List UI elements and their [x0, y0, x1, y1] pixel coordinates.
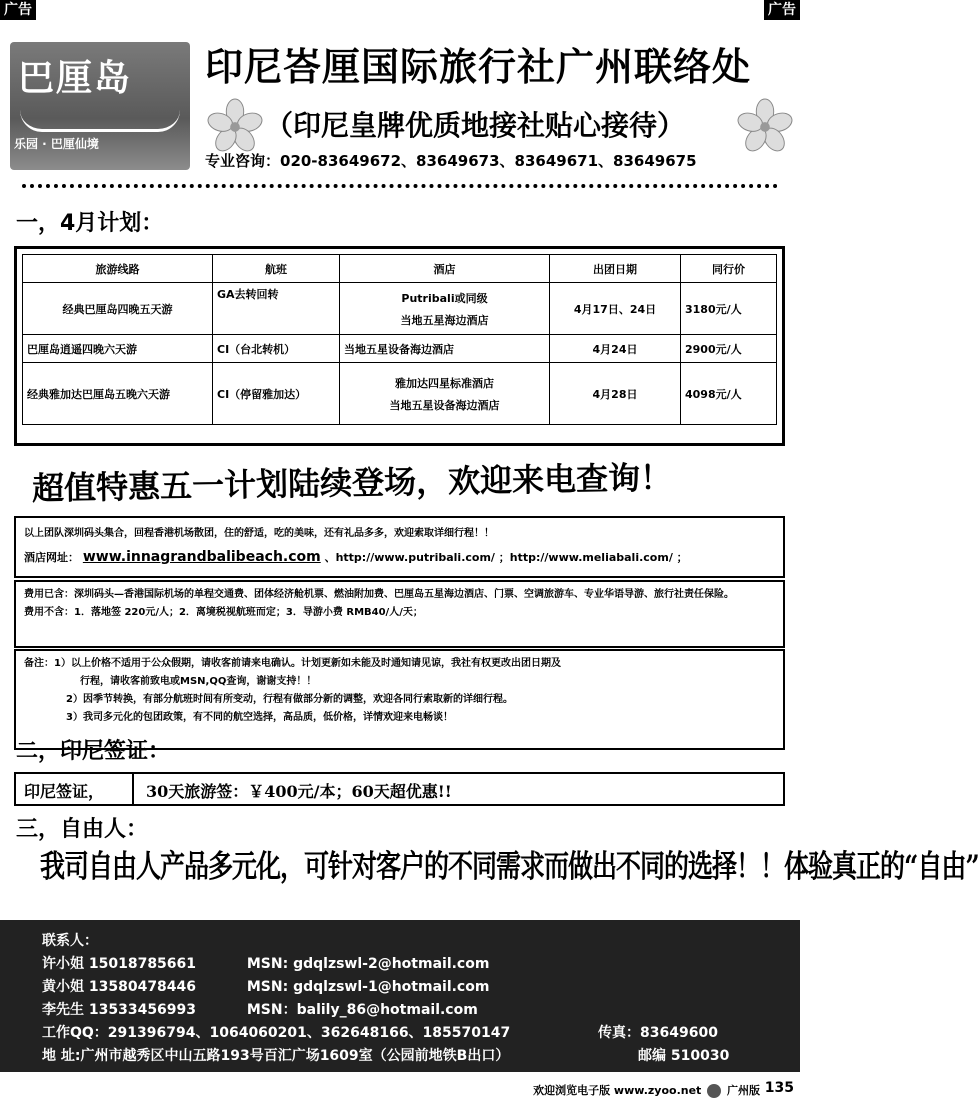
- date-cell: 4月17日、24日: [550, 283, 681, 335]
- contact-qq: 工作QQ：291396794、1064060201、362648166、185570147: [42, 1025, 511, 1041]
- footer-site: 欢迎浏览电子版 www.zyoo.net: [533, 1084, 702, 1097]
- hotel-cell: 当地五星设备海边酒店: [340, 335, 550, 363]
- date-cell: 4月28日: [550, 363, 681, 425]
- logo-text: 巴厘岛: [18, 57, 133, 99]
- page-footer: [0, 1074, 800, 1100]
- contact-msn: MSN: gdqlzswl-2@hotmail.com: [246, 956, 490, 972]
- price-cell: 2900元/人: [681, 335, 777, 363]
- contact-name: 李先生 13533456993: [42, 1002, 197, 1018]
- hotel-cell: [340, 283, 550, 335]
- itinerary-info-box: [14, 516, 785, 578]
- column-header: 同行价: [681, 255, 777, 283]
- remark-1-cont: 行程，请收客前致电或MSN,QQ查询，谢谢支持！！: [80, 676, 317, 687]
- ad-label-left: 广告: [0, 0, 36, 20]
- table-header-row: [23, 255, 777, 283]
- column-header: 出团日期: [550, 255, 681, 283]
- route-cell: 巴厘岛逍遥四晚六天游: [23, 335, 213, 363]
- price-cell: 4098元/人: [681, 363, 777, 425]
- contact-msn: MSN: gdqlzswl-1@hotmail.com: [246, 979, 490, 995]
- hotel-urls: [24, 549, 775, 565]
- page-subtitle: （印尼皇牌优质地接社贴心接待）: [265, 109, 686, 142]
- contact-panel: [0, 920, 800, 1072]
- page-number: 135: [764, 1080, 794, 1096]
- contact-fax: 传真：83649600: [598, 1025, 718, 1041]
- contact-title: 联系人：: [42, 933, 98, 949]
- contact-address-row: [42, 1045, 800, 1068]
- table-row: [23, 283, 777, 335]
- section-title-plan: 一，4月计划：: [16, 211, 164, 236]
- remark-3: 3）我司多元化的包团政策，有不同的航空选择，高品质，低价格，详情欢迎来电畅谈！: [66, 712, 453, 723]
- promo-headline: 超值特惠五一计划陆续登场，欢迎来电查询！: [31, 458, 673, 508]
- section-title-free: 三，自由人：: [16, 817, 149, 842]
- column-header: 航班: [213, 255, 340, 283]
- remark-1: 备注：1）以上价格不适用于公众假期，请收客前请来电确认。计划更新如未能及时通知请见谅，我社有权更改出团日期及: [24, 658, 561, 669]
- column-header: 酒店: [340, 255, 550, 283]
- contact-name: 黄小姐 13580478446: [42, 979, 197, 995]
- table-row: [23, 363, 777, 425]
- fee-box: [14, 580, 785, 648]
- free-travel-desc: 我司自由人产品多元化，可针对客户的不同需求而做出不同的选择！！体验真正的“自由”: [40, 848, 979, 885]
- contact-address: 地 址:广州市越秀区中山五路193号百汇广场1609室（公园前地铁B出口）: [42, 1048, 510, 1064]
- contact-zip: 邮编 510030: [638, 1048, 730, 1064]
- plan-table-frame: [14, 246, 785, 446]
- fee-excluded: 费用不含：1．落地签 220元/人；2．离境税视航班而定；3．导游小费 RMB40/人/天；: [24, 607, 423, 618]
- price-cell: 3180元/人: [681, 283, 777, 335]
- route-cell: 经典巴厘岛四晚五天游: [23, 283, 213, 335]
- section-title-visa: 二，印尼签证：: [16, 739, 171, 764]
- footer-text: [533, 1082, 760, 1098]
- column-header: 旅游线路: [23, 255, 213, 283]
- date-cell: 4月24日: [550, 335, 681, 363]
- logo-curve: [20, 110, 180, 132]
- flower-icon: [206, 98, 264, 156]
- hotel-url-label: 酒店网址：: [24, 551, 79, 564]
- itinerary-note: 以上团队深圳码头集合，回程香港机场散团，住的舒适，吃的美味，还有礼品多多，欢迎索取详细行程！！: [24, 528, 494, 539]
- logo-subtext: 乐园 · 巴厘仙境: [14, 137, 99, 151]
- contact-qq-row: [42, 1022, 800, 1045]
- visa-detail: 30天旅游签：￥400元/本；60天超优惠!!: [146, 782, 452, 801]
- flight-cell: CI（台北转机）: [213, 335, 340, 363]
- table-row: [23, 335, 777, 363]
- hotel-link[interactable]: www.innagrandbalibeach.com: [82, 549, 321, 565]
- contact-person: [42, 953, 800, 976]
- plan-table: [22, 254, 777, 425]
- contact-person: [42, 976, 800, 999]
- contact-msn: MSN：balily_86@hotmail.com: [246, 1002, 478, 1018]
- flight-cell: GA去转回转: [213, 283, 340, 335]
- contact-person: [42, 999, 800, 1022]
- visa-row: [14, 772, 785, 806]
- route-cell: 经典雅加达巴厘岛五晚六天游: [23, 363, 213, 425]
- hotel-cell: [340, 363, 550, 425]
- hotel-line: 雅加达四星标准酒店: [395, 376, 494, 390]
- footer-edition: 广州版: [727, 1084, 760, 1097]
- flower-icon: [736, 98, 794, 156]
- ad-label-right: 广告: [764, 0, 800, 20]
- remark-2: 2）因季节转换，有部分航班时间有所变动，行程有做部分新的调整，欢迎各同行索取新的详细行程。: [66, 694, 513, 705]
- flight-cell: CI（停留雅加达）: [213, 363, 340, 425]
- hotel-links-rest[interactable]: 、http://www.putribali.com/ ；http://www.meliabali.com/ ；: [324, 551, 688, 564]
- page-title: 印尼峇厘国际旅行社广州联络处: [205, 45, 752, 89]
- contact-name: 许小姐 15018785661: [42, 956, 197, 972]
- hotel-line: 当地五星设备海边酒店: [389, 398, 500, 412]
- magazine-badge-icon: [707, 1084, 721, 1098]
- divider: [22, 184, 778, 188]
- hotel-line: 当地五星海边酒店: [400, 313, 489, 327]
- visa-label: 印尼签证，: [16, 774, 134, 804]
- fee-included: 费用已含：深圳码头—香港国际机场的单程交通费、团体经济舱机票、燃油附加费、巴厘岛五星海边酒店、门票、空调旅游车、专业华语导游、旅行社责任保险。: [24, 589, 734, 600]
- consult-phone: 专业咨询：020-83649672、83649673、83649671、83649675: [205, 152, 697, 170]
- company-logo: [10, 42, 190, 170]
- hotel-line: Putribali或同级: [401, 291, 488, 305]
